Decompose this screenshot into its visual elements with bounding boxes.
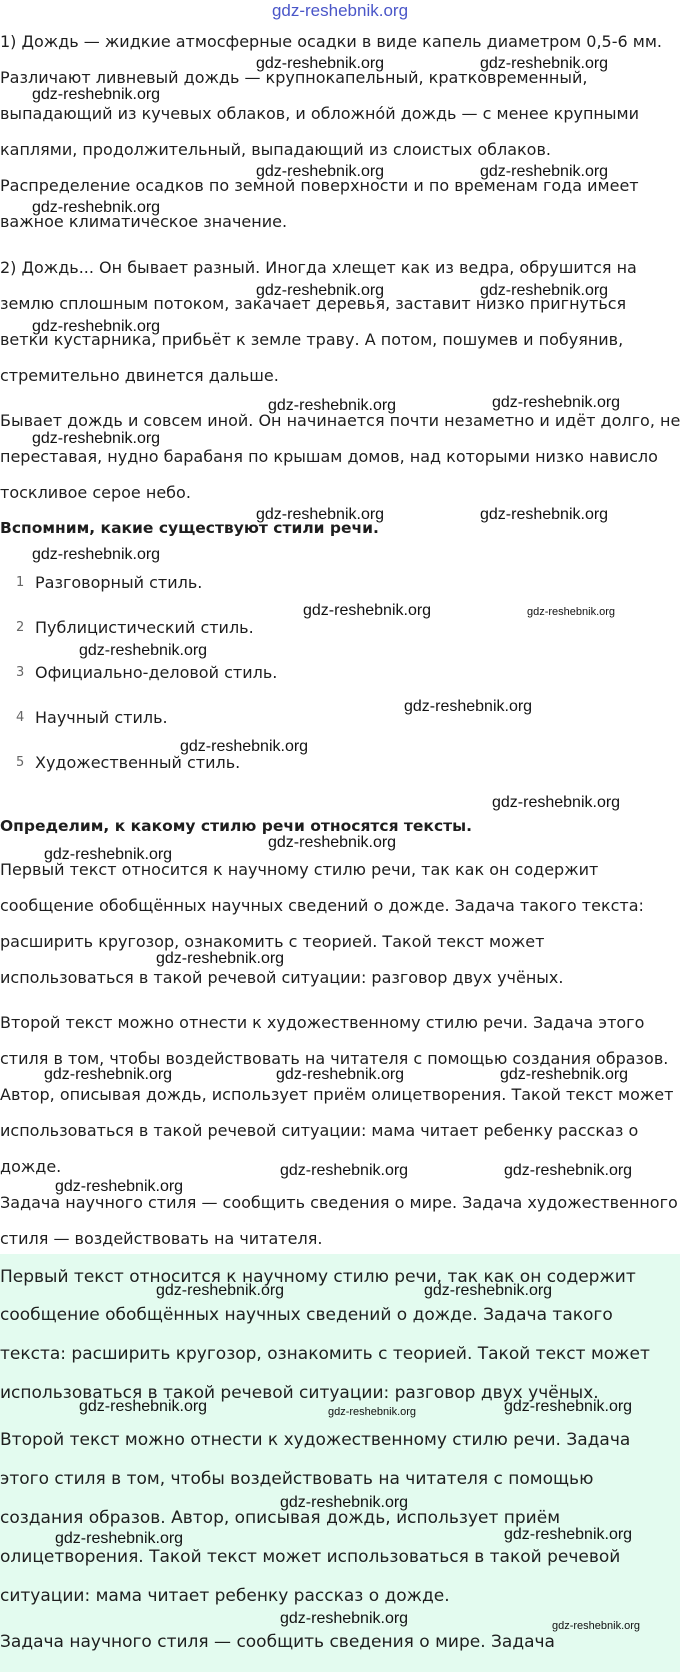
analysis-line: стиля — воздействовать на читателя. (0, 1229, 323, 1248)
watermark: gdz-reshebnik.org (79, 642, 208, 659)
watermark: gdz-reshebnik.org (504, 1162, 633, 1179)
watermark: gdz-reshebnik.org (280, 1610, 409, 1627)
watermark: gdz-reshebnik.org (156, 1282, 285, 1299)
analysis-heading: Определим, к какому стилю речи относятся тексты. (0, 817, 473, 835)
watermark: gdz-reshebnik.org (527, 606, 616, 618)
list-number: 5 (16, 755, 25, 770)
list-item: Официально-деловой стиль. (35, 663, 278, 682)
watermark: gdz-reshebnik.org (44, 1066, 173, 1083)
watermark: gdz-reshebnik.org (256, 506, 385, 523)
watermark: gdz-reshebnik.org (268, 397, 397, 414)
analysis-line: расширить кругозор, ознакомить с теорией. Такой текст может (0, 932, 545, 951)
watermark: gdz-reshebnik.org (492, 794, 621, 811)
watermark: gdz-reshebnik.org (404, 698, 533, 715)
watermark: gdz-reshebnik.org (44, 846, 173, 863)
watermark: gdz-reshebnik.org (32, 86, 161, 103)
answer-line: Первый текст относится к научному стилю речи, так как он содержит (0, 1267, 636, 1287)
watermark: gdz-reshebnik.org (156, 950, 285, 967)
text1-line: Распределение осадков по земной поверхности и по временам года имеет (0, 176, 639, 195)
list-item: Публицистический стиль. (35, 618, 254, 637)
text1-line: каплями, продолжительный, выпадающий из слоистых облаков. (0, 140, 551, 159)
watermark: gdz-reshebnik.org (268, 834, 397, 851)
text2-line: переставая, нудно барабаня по крышам домов, над которыми низко нависло (0, 447, 658, 466)
analysis-line: стиля в том, чтобы воздействовать на читателя с помощью создания образов. (0, 1049, 669, 1068)
analysis-line: дожде. (0, 1157, 62, 1176)
list-item: Научный стиль. (35, 708, 168, 727)
watermark: gdz-reshebnik.org (303, 602, 432, 619)
watermark: gdz-reshebnik.org (504, 1398, 633, 1415)
list-number: 2 (16, 620, 25, 635)
watermark: gdz-reshebnik.org (276, 1066, 405, 1083)
watermark: gdz-reshebnik.org (32, 199, 161, 216)
text1-line: выпадающий из кучевых облаков, и обложно́й дождь — с менее крупными (0, 104, 639, 123)
list-item: Художественный стиль. (35, 753, 241, 772)
watermark: gdz-reshebnik.org (256, 282, 385, 299)
answer-line: Задача научного стиля — сообщить сведения о мире. Задача (0, 1632, 555, 1652)
watermark: gdz-reshebnik.org (328, 1406, 417, 1418)
analysis-line: Автор, описывая дождь, использует приём олицетворения. Такой текст может (0, 1085, 674, 1104)
watermark: gdz-reshebnik.org (280, 1162, 409, 1179)
text2-line: стремительно двинется дальше. (0, 366, 279, 385)
text2-line: 2) Дождь... Он бывает разный. Иногда хлещет как из ведра, обрушится на (0, 258, 637, 277)
list-number: 4 (16, 710, 25, 725)
list-item: Разговорный стиль. (35, 573, 203, 592)
text1-line: Различают ливневый дождь — крупнокапельный, кратковременный, (0, 68, 588, 87)
watermark: gdz-reshebnik.org (504, 1526, 633, 1543)
analysis-line: использоваться в такой речевой ситуации: разговор двух учёных. (0, 968, 564, 987)
analysis-line: использоваться в такой речевой ситуации: мама читает ребенку рассказ о (0, 1121, 639, 1140)
watermark: gdz-reshebnik.org (480, 55, 609, 72)
watermark: gdz-reshebnik.org (55, 1178, 184, 1195)
watermark: gdz-reshebnik.org (256, 163, 385, 180)
watermark: gdz-reshebnik.org (480, 506, 609, 523)
text2-line: ветки кустарника, прибьёт к земле траву. А потом, пошумев и побуянив, (0, 330, 624, 349)
answer-line: сообщение обобщённых научных сведений о дожде. Задача такого (0, 1305, 613, 1325)
styles-heading: Вспомним, какие существуют стили речи. (0, 519, 379, 537)
analysis-line: Задача научного стиля — сообщить сведения о мире. Задача художественного (0, 1193, 678, 1212)
list-number: 3 (16, 665, 25, 680)
answer-line: олицетворения. Такой текст может использоваться в такой речевой (0, 1547, 621, 1567)
answer-line: текста: расширить кругозор, ознакомить с теорией. Такой текст может (0, 1344, 650, 1364)
watermark: gdz-reshebnik.org (256, 55, 385, 72)
answer-line: создания образов. Автор, описывая дождь, использует приём (0, 1508, 561, 1528)
watermark: gdz-reshebnik.org (32, 546, 161, 563)
answer-line: ситуации: мама читает ребенку рассказ о дожде. (0, 1586, 450, 1606)
watermark: gdz-reshebnik.org (492, 394, 621, 411)
text2-line: землю сплошным потоком, закачает деревья, заставит низко пригнуться (0, 294, 627, 313)
watermark: gdz-reshebnik.org (424, 1282, 553, 1299)
site-header-link[interactable]: gdz-reshebnik.org (271, 1, 409, 20)
text2-line: Бывает дождь и совсем иной. Он начинается почти незаметно и идёт долго, не (0, 411, 680, 430)
watermark: gdz-reshebnik.org (32, 430, 161, 447)
analysis-line: сообщение обобщённых научных сведений о дожде. Задача такого текста: (0, 896, 644, 915)
text1-line: важное климатическое значение. (0, 212, 288, 231)
analysis-line: Первый текст относится к научному стилю речи, так как он содержит (0, 860, 599, 879)
watermark: gdz-reshebnik.org (480, 163, 609, 180)
answer-line: этого стиля в том, чтобы воздействовать на читателя с помощью (0, 1469, 594, 1489)
watermark: gdz-reshebnik.org (79, 1398, 208, 1415)
list-number: 1 (16, 575, 25, 590)
watermark: gdz-reshebnik.org (480, 282, 609, 299)
analysis-line: Второй текст можно отнести к художественному стилю речи. Задача этого (0, 1013, 645, 1032)
watermark: gdz-reshebnik.org (180, 738, 309, 755)
watermark: gdz-reshebnik.org (280, 1494, 409, 1511)
watermark: gdz-reshebnik.org (55, 1530, 184, 1547)
watermark: gdz-reshebnik.org (552, 1620, 641, 1632)
answer-line: использоваться в такой речевой ситуации: разговор двух учёных. (0, 1383, 599, 1403)
answer-line: Второй текст можно отнести к художественному стилю речи. Задача (0, 1430, 631, 1450)
text1-line: 1) Дождь — жидкие атмосферные осадки в виде капель диаметром 0,5-6 мм. (0, 32, 662, 51)
watermark: gdz-reshebnik.org (500, 1066, 629, 1083)
watermark: gdz-reshebnik.org (32, 318, 161, 335)
text2-line: тоскливое серое небо. (0, 483, 191, 502)
